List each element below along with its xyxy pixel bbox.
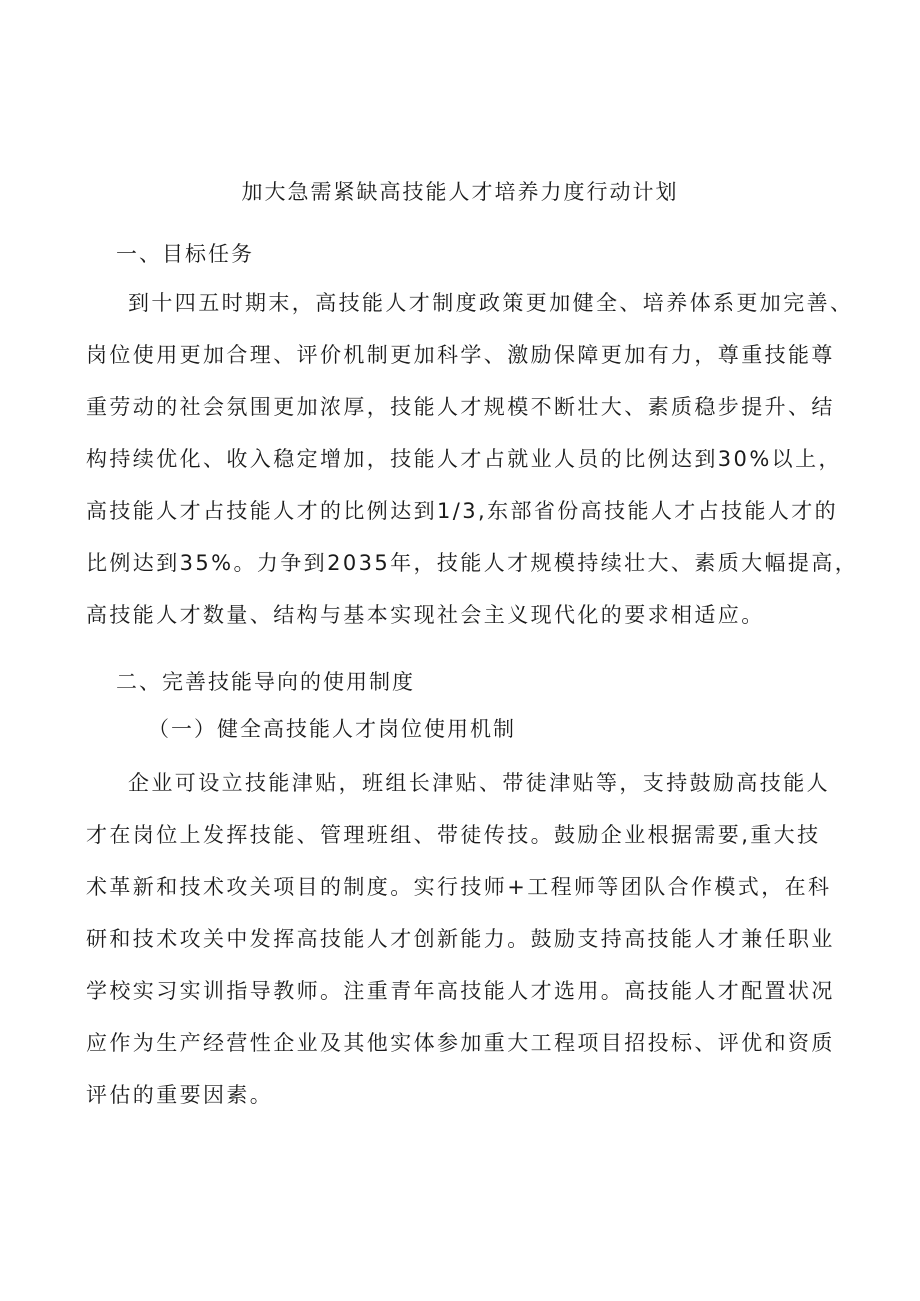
paragraph-line: 评估的重要因素。 <box>86 1083 274 1107</box>
paragraph-line: 研和技术攻关中发挥高技能人才创新能力。鼓励支持高技能人才兼任职业 <box>86 927 835 951</box>
paragraph-line: 企业可设立技能津贴，班组长津贴、带徒津贴等，支持鼓励高技能人 <box>128 771 830 795</box>
paragraph-line: 学校实习实训指导教师。注重青年高技能人才选用。高技能人才配置状况 <box>86 979 835 1003</box>
document-title: 加大急需紧缺高技能人才培养力度行动计划 <box>241 180 679 204</box>
paragraph-line: 应作为生产经营性企业及其他实体参加重大工程项目招投标、评优和资质 <box>86 1031 835 1055</box>
section-heading-goals: 一、目标任务 <box>116 242 254 266</box>
paragraph-line: 到十四五时期末，高技能人才制度政策更加健全、培养体系更加完善、 <box>128 291 854 315</box>
paragraph-line: 重劳动的社会氛围更加浓厚，技能人才规模不断壮大、素质稳步提升、结 <box>86 395 835 419</box>
paragraph-line: 术革新和技术攻关项目的制度。实行技师+工程师等团队合作模式，在科 <box>86 875 832 899</box>
subsection-heading-post-usage: （一）健全高技能人才岗位使用机制 <box>148 717 516 741</box>
paragraph-line: 高技能人才占技能人才的比例达到1/3,东部省份高技能人才占技能人才的 <box>86 499 839 523</box>
paragraph-line: 才在岗位上发挥技能、管理班组、带徒传技。鼓励企业根据需要,重大技 <box>86 823 821 847</box>
paragraph-line: 高技能人才数量、结构与基本实现社会主义现代化的要求相适应。 <box>86 603 765 627</box>
section-heading-usage-system: 二、完善技能导向的使用制度 <box>116 670 415 694</box>
paragraph-line: 构持续优化、收入稳定增加，技能人才占就业人员的比例达到30%以上， <box>86 447 842 471</box>
paragraph-line: 岗位使用更加合理、评价机制更加科学、激励保障更加有力，尊重技能尊 <box>86 343 835 367</box>
paragraph-line: 比例达到35%。力争到2035年，技能人才规模持续壮大、素质大幅提高， <box>86 551 859 575</box>
